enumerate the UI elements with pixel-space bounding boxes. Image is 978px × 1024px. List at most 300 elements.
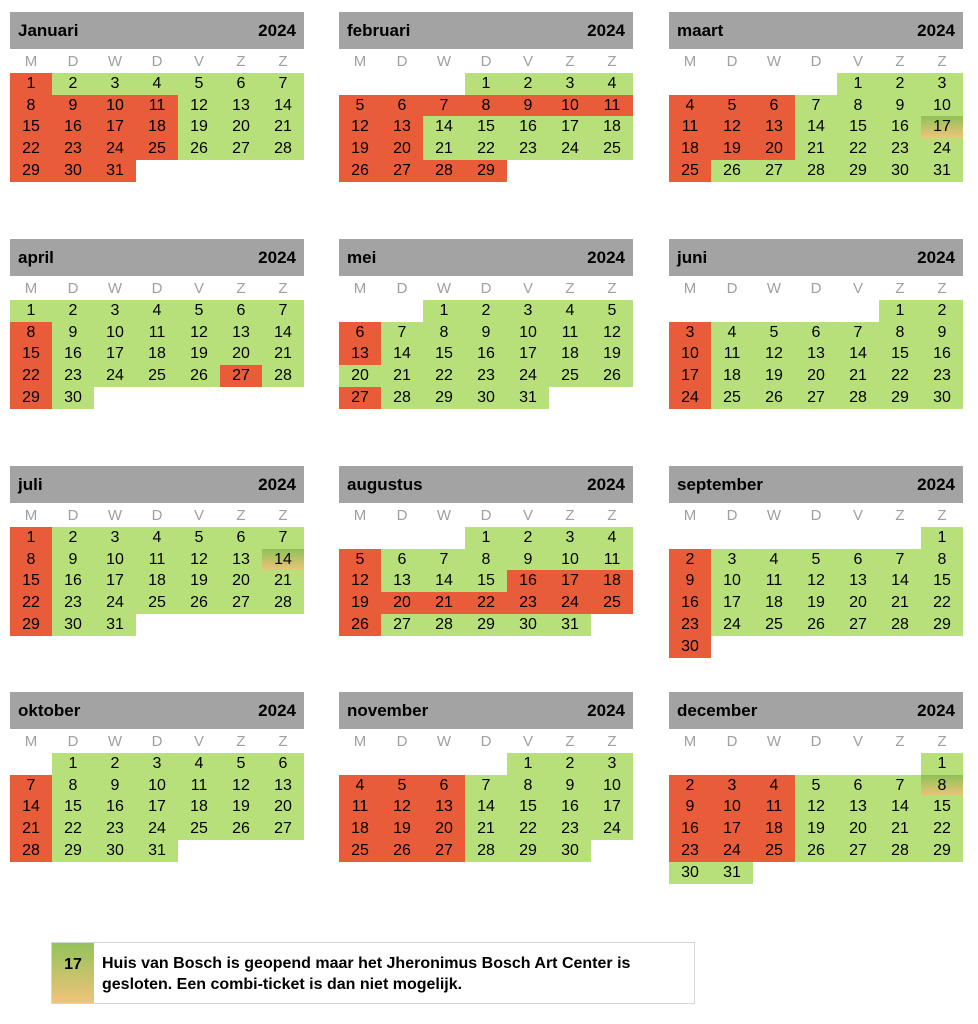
day-cell-closed: 22 [10,365,52,387]
day-cell-open: 14 [423,570,465,592]
day-cell-closed: 23 [507,592,549,614]
day-cell-open: 3 [94,73,136,95]
day-cell-closed: 2 [669,549,711,571]
day-cell-closed: 30 [52,160,94,182]
day-cell-open: 13 [837,570,879,592]
day-cell-closed: 8 [465,95,507,117]
day-cell-open: 30 [52,614,94,636]
weekday-label: W [107,506,123,524]
day-cell-open: 23 [52,365,94,387]
day-cell-closed: 23 [669,614,711,636]
day-cell-open: 30 [921,387,963,409]
day-cell-open: 25 [136,592,178,614]
weekday-label: Z [937,52,947,70]
weekday-label: D [480,732,492,750]
day-cell-closed: 26 [339,160,381,182]
day-cell-open: 1 [52,753,94,775]
day-cell-closed: 9 [52,95,94,117]
day-cell-open: 27 [220,138,262,160]
day-grid [339,753,633,885]
day-cell-open: 27 [795,387,837,409]
weekday-label: Z [607,732,617,750]
day-cell-open: 12 [753,343,795,365]
day-cell-open: 8 [52,775,94,797]
day-cell-open: 23 [52,592,94,614]
day-cell-open: 13 [220,322,262,344]
day-grid [669,527,963,659]
day-cell-closed: 27 [423,840,465,862]
day-cell-open: 14 [423,116,465,138]
day-cell-open: 2 [465,300,507,322]
weekday-label: M [353,279,367,297]
day-grid [669,73,963,205]
day-cell-open: 7 [262,527,304,549]
weekday-header [339,276,633,300]
day-cell-open: 12 [220,775,262,797]
day-cell-open: 6 [262,753,304,775]
day-cell-open: 28 [423,614,465,636]
day-cell-open: 16 [94,796,136,818]
day-cell-open: 28 [879,840,921,862]
day-cell-open: 30 [549,840,591,862]
day-cell-open: 21 [837,365,879,387]
day-cell-open: 28 [879,614,921,636]
day-cell-open: 1 [879,300,921,322]
day-cell-open: 22 [837,138,879,160]
day-cell-closed: 3 [711,775,753,797]
weekday-label: W [766,279,782,297]
weekday-label: D [151,279,163,297]
weekday-label: V [193,732,204,750]
weekday-label: M [683,506,697,524]
day-cell-open: 10 [94,322,136,344]
day-cell-open: 3 [921,73,963,95]
day-cell-open: 19 [178,343,220,365]
day-cell-closed: 21 [10,818,52,840]
month-april [10,239,304,432]
day-cell-open: 27 [262,818,304,840]
weekday-header [339,503,633,527]
day-cell-open: 23 [507,138,549,160]
day-cell-open: 10 [94,549,136,571]
weekday-header [339,49,633,73]
day-cell-open: 23 [465,365,507,387]
weekday-label: V [522,732,533,750]
month-header [669,466,963,503]
day-cell-open: 18 [753,592,795,614]
day-cell-open: 4 [591,527,633,549]
day-cell-closed: 11 [591,95,633,117]
weekday-label: D [67,52,79,70]
day-cell-open: 2 [94,753,136,775]
weekday-label: M [683,52,697,70]
day-cell-open: 30 [879,160,921,182]
day-cell-open: 15 [879,343,921,365]
day-cell-open: 11 [136,549,178,571]
day-cell-closed: 12 [339,570,381,592]
day-cell-open: 15 [465,570,507,592]
day-grid [339,527,633,659]
day-cell-closed: 24 [94,138,136,160]
day-cell-closed: 16 [52,116,94,138]
weekday-label: D [67,506,79,524]
day-cell-closed: 11 [136,95,178,117]
weekday-label: V [193,506,204,524]
month-year: 2024 [587,20,625,40]
day-cell-open: 25 [136,365,178,387]
day-cell-closed: 16 [669,818,711,840]
day-cell-closed: 11 [669,116,711,138]
day-cell-closed: 7 [10,775,52,797]
weekday-label: D [810,52,822,70]
weekday-label: Z [565,506,575,524]
month-header [339,239,633,276]
day-cell-open: 9 [52,322,94,344]
day-cell-open: 13 [220,95,262,117]
day-cell-open: 31 [507,387,549,409]
day-cell-open: 22 [921,818,963,840]
day-cell-open: 11 [136,322,178,344]
weekday-label: Z [607,279,617,297]
weekday-label: D [396,732,408,750]
weekday-header [669,49,963,73]
day-cell-closed: 25 [136,138,178,160]
day-cell-closed: 19 [381,818,423,840]
weekday-label: Z [895,279,905,297]
day-cell-open: 2 [507,527,549,549]
day-cell-open: 7 [795,95,837,117]
day-cell-closed: 10 [711,796,753,818]
day-cell-closed: 1 [10,73,52,95]
day-cell-open: 26 [220,818,262,840]
month-mei [339,239,633,432]
day-cell-open: 28 [262,592,304,614]
day-cell-open: 19 [753,365,795,387]
weekday-label: V [852,732,863,750]
weekday-header [669,276,963,300]
day-cell-open: 2 [52,527,94,549]
day-cell-open: 16 [52,343,94,365]
day-cell-closed: 26 [339,614,381,636]
weekday-label: Z [937,732,947,750]
month-header [10,692,304,729]
day-cell-open: 5 [795,775,837,797]
day-cell-closed: 18 [753,818,795,840]
day-cell-closed: 7 [423,95,465,117]
day-cell-open: 9 [94,775,136,797]
day-cell-open: 26 [753,387,795,409]
day-cell-open: 21 [879,592,921,614]
weekday-label: Z [236,732,246,750]
day-cell-closed: 24 [669,387,711,409]
day-cell-open: 6 [795,322,837,344]
day-cell-closed: 10 [94,95,136,117]
day-cell-closed: 17 [94,116,136,138]
month-name: juli [18,474,43,494]
weekday-header [10,503,304,527]
day-cell-open: 22 [879,365,921,387]
day-cell-closed: 9 [507,95,549,117]
day-cell-open: 12 [795,796,837,818]
day-cell-open: 29 [423,387,465,409]
day-cell-closed: 29 [10,160,52,182]
day-cell-open: 20 [262,796,304,818]
weekday-label: M [353,52,367,70]
day-cell-closed: 4 [753,775,795,797]
day-cell-open: 26 [178,365,220,387]
weekday-label: Z [937,506,947,524]
day-cell-open: 10 [507,322,549,344]
day-cell-open: 15 [921,796,963,818]
day-cell-open: 25 [591,138,633,160]
day-cell-open: 9 [465,322,507,344]
day-cell-open: 13 [220,549,262,571]
weekday-header [669,729,963,753]
day-cell-open: 29 [921,840,963,862]
day-cell-closed: 19 [339,138,381,160]
day-cell-open: 9 [549,775,591,797]
month-juli [10,466,304,659]
day-cell-closed: 5 [711,95,753,117]
day-cell-open: 7 [837,322,879,344]
month-november [339,692,633,885]
day-cell-open: 23 [549,818,591,840]
weekday-label: Z [236,279,246,297]
day-cell-open: 20 [220,343,262,365]
month-name: november [347,700,429,720]
day-cell-open: 25 [178,818,220,840]
day-cell-open: 3 [549,73,591,95]
day-cell-open: 27 [220,592,262,614]
day-cell-open: 5 [178,527,220,549]
month-header [10,466,304,503]
day-cell-closed: 1 [10,527,52,549]
day-cell-closed: 4 [669,95,711,117]
day-cell-open: 1 [10,300,52,322]
weekday-label: W [107,279,123,297]
day-grid [669,300,963,432]
day-cell-closed: 27 [339,387,381,409]
day-cell-partial: 8 [921,775,963,797]
day-cell-open: 4 [591,73,633,95]
day-cell-open: 4 [753,549,795,571]
day-cell-closed: 25 [339,840,381,862]
day-cell-open: 15 [507,796,549,818]
day-cell-open: 25 [753,614,795,636]
day-cell-open: 24 [711,614,753,636]
day-cell-open: 1 [921,753,963,775]
day-cell-open: 20 [220,570,262,592]
day-cell-open: 7 [879,775,921,797]
day-cell-open: 24 [549,138,591,160]
day-grid [10,300,304,432]
weekday-label: W [107,732,123,750]
day-cell-open: 2 [52,300,94,322]
weekday-label: Z [895,732,905,750]
day-cell-open: 20 [220,116,262,138]
day-cell-open: 12 [178,549,220,571]
day-cell-open: 14 [879,796,921,818]
day-cell-closed: 6 [339,322,381,344]
day-cell-open: 20 [339,365,381,387]
day-cell-open: 4 [711,322,753,344]
day-cell-closed: 13 [339,343,381,365]
day-cell-closed: 17 [711,818,753,840]
day-cell-open: 19 [795,818,837,840]
day-cell-open: 10 [921,95,963,117]
weekday-label: M [353,506,367,524]
day-cell-open: 27 [837,614,879,636]
day-cell-open: 29 [465,614,507,636]
month-name: september [677,474,763,494]
weekday-label: W [436,52,452,70]
day-cell-open: 11 [591,549,633,571]
day-cell-open: 19 [795,592,837,614]
month-september [669,466,963,659]
day-cell-open: 23 [94,818,136,840]
day-cell-open: 2 [549,753,591,775]
day-cell-closed: 6 [381,95,423,117]
day-cell-open: 2 [921,300,963,322]
day-cell-open: 14 [795,116,837,138]
day-cell-closed: 4 [339,775,381,797]
day-cell-open: 22 [52,818,94,840]
day-cell-open: 6 [837,549,879,571]
weekday-label: D [480,506,492,524]
day-cell-closed: 9 [669,570,711,592]
day-cell-open: 30 [507,614,549,636]
day-cell-open: 4 [549,300,591,322]
month-name: oktober [18,700,81,720]
day-cell-closed: 18 [669,138,711,160]
day-cell-closed: 8 [10,95,52,117]
day-cell-open: 7 [423,549,465,571]
day-cell-open: 14 [465,796,507,818]
day-cell-open: 27 [837,840,879,862]
day-cell-open: 4 [136,300,178,322]
month-december [669,692,963,885]
day-grid [669,753,963,885]
month-year: 2024 [917,20,955,40]
day-cell-open: 1 [465,527,507,549]
day-cell-open: 29 [879,387,921,409]
day-cell-open: 15 [423,343,465,365]
weekday-label: D [726,506,738,524]
month-year: 2024 [917,700,955,720]
month-header [669,12,963,49]
day-cell-closed: 24 [711,840,753,862]
day-cell-open: 19 [591,343,633,365]
day-cell-open: 25 [711,387,753,409]
weekday-label: Z [937,279,947,297]
day-cell-open: 28 [262,138,304,160]
day-cell-closed: 17 [669,365,711,387]
day-cell-closed: 5 [339,95,381,117]
day-cell-closed: 20 [423,818,465,840]
day-cell-open: 18 [136,570,178,592]
day-cell-open: 14 [837,343,879,365]
day-cell-open: 17 [136,796,178,818]
weekday-label: M [683,732,697,750]
day-cell-open: 8 [837,95,879,117]
day-cell-open: 17 [711,592,753,614]
weekday-label: M [24,506,38,524]
day-cell-open: 7 [262,73,304,95]
day-cell-closed: 20 [381,138,423,160]
day-cell-open: 28 [381,387,423,409]
weekday-label: Z [565,52,575,70]
weekday-label: W [436,506,452,524]
day-cell-open: 5 [178,300,220,322]
day-cell-closed: 5 [381,775,423,797]
day-cell-closed: 22 [10,592,52,614]
day-cell-open: 3 [507,300,549,322]
weekday-label: Z [895,506,905,524]
month-year: 2024 [917,474,955,494]
day-cell-open: 22 [921,592,963,614]
day-cell-closed: 27 [220,365,262,387]
day-cell-open: 31 [921,160,963,182]
day-cell-open: 2 [507,73,549,95]
day-cell-open: 16 [507,116,549,138]
weekday-label: W [766,732,782,750]
day-cell-open: 26 [591,365,633,387]
day-cell-open: 6 [220,73,262,95]
day-cell-open: 7 [879,549,921,571]
day-cell-open: 20 [837,818,879,840]
day-cell-open: 9 [507,549,549,571]
day-cell-closed: 29 [10,387,52,409]
day-cell-open: 12 [795,570,837,592]
day-cell-closed: 28 [10,840,52,862]
month-name: februari [347,20,411,40]
legend-box [51,942,695,1004]
day-cell-open: 31 [136,840,178,862]
day-cell-open: 18 [549,343,591,365]
day-cell-open: 2 [52,73,94,95]
month-januari [10,12,304,205]
day-cell-closed: 17 [549,570,591,592]
weekday-label: D [726,279,738,297]
day-cell-open: 3 [549,527,591,549]
day-grid [339,300,633,432]
day-cell-open: 23 [921,365,963,387]
day-cell-open: 9 [921,322,963,344]
day-cell-open: 28 [837,387,879,409]
day-cell-closed: 28 [423,160,465,182]
weekday-label: D [151,52,163,70]
day-cell-open: 25 [549,365,591,387]
day-cell-open: 18 [136,343,178,365]
month-year: 2024 [258,474,296,494]
day-cell-closed: 8 [10,549,52,571]
day-cell-open: 31 [94,614,136,636]
day-cell-closed: 6 [423,775,465,797]
day-cell-open: 21 [465,818,507,840]
day-cell-open: 16 [879,116,921,138]
month-header [339,12,633,49]
day-cell-closed: 5 [339,549,381,571]
day-cell-open: 6 [381,549,423,571]
day-cell-open: 10 [549,549,591,571]
day-cell-open: 21 [381,365,423,387]
day-cell-open: 8 [879,322,921,344]
day-cell-open: 9 [879,95,921,117]
day-cell-open: 20 [837,592,879,614]
weekday-label: Z [236,52,246,70]
day-cell-open: 3 [136,753,178,775]
day-cell-open: 12 [591,322,633,344]
